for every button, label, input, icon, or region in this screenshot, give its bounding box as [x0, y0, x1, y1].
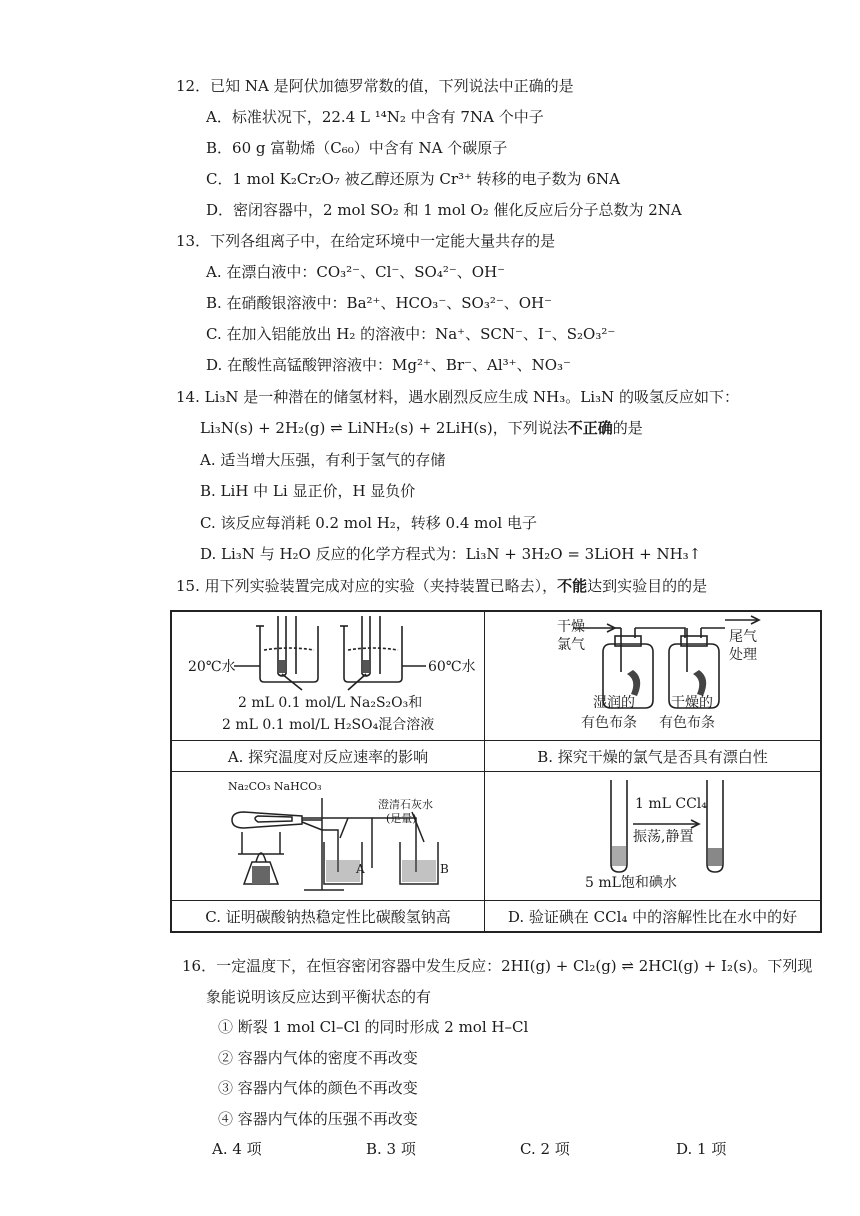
q13-option-d[interactable]: D. 在酸性高锰酸钾溶液中：Mg²⁺、Br⁻、Al³⁺、NO₃⁻: [206, 356, 571, 374]
figure-d: [485, 772, 822, 901]
label-salts: Na₂CO₃ NaHCO₃: [228, 780, 322, 793]
q14-option-c[interactable]: C. 该反应每消耗 0.2 mol H₂，转移 0.4 mol 电子: [200, 514, 537, 532]
q16-choice-a[interactable]: A. 4 项: [212, 1140, 262, 1158]
label-dry-cloth-2: 有色布条: [659, 715, 715, 731]
label-solution-2: 2 mL 0.1 mol/L H₂SO₄混合溶液: [222, 717, 435, 733]
figure-b-drawing: [485, 612, 823, 740]
q15-stem-end: 达到实验目的的是: [587, 577, 708, 595]
figure-c-drawing: [172, 772, 484, 900]
q16-stem-line1: 16．一定温度下，在恒容密闭容器中发生反应：2HI(g) + Cl₂(g) ⇌ 2HCl(g) + I₂(s)。下列现: [182, 957, 813, 975]
label-60c-water: 60℃水: [428, 659, 476, 675]
label-dry-chlorine-1: 干燥: [557, 619, 585, 635]
q14-option-a[interactable]: A. 适当增大压强，有利于氢气的存储: [200, 451, 446, 469]
q14-emphasis: 不正确: [567, 419, 613, 437]
q13-option-c[interactable]: C. 在加入铝能放出 H₂ 的溶液中：Na⁺、SCN⁻、I⁻、S₂O₃²⁻: [206, 325, 616, 343]
label-wet-cloth-1: 湿润的: [593, 695, 635, 711]
q16-stem-line2: 象能说明该反应达到平衡状态的有: [206, 988, 432, 1006]
q15-stem-start: 15. 用下列实验装置完成对应的实验（夹持装置已略去），: [176, 577, 558, 595]
q16-item-1: ① 断裂 1 mol Cl–Cl 的同时形成 2 mol H–Cl: [218, 1018, 529, 1036]
caption-b: B. 探究干燥的氯气是否具有漂白性: [485, 741, 822, 772]
q12-option-c[interactable]: C．1 mol K₂Cr₂O₇ 被乙醇还原为 Cr³⁺ 转移的电子数为 6NA: [206, 170, 620, 188]
label-limewater-excess: (足量): [386, 812, 417, 825]
q16-item-3: ③ 容器内气体的颜色不再改变: [218, 1079, 418, 1097]
label-tail-gas-1: 尾气: [729, 629, 757, 645]
label-wet-cloth-2: 有色布条: [581, 715, 637, 731]
q16-choice-b[interactable]: B. 3 项: [366, 1140, 416, 1158]
experiment-table: [170, 610, 822, 933]
q12-option-a[interactable]: A．标准状况下，22.4 L ¹⁴N₂ 中含有 7NA 个中子: [206, 108, 544, 126]
label-shake-settle: 振荡,静置: [633, 829, 694, 845]
q15-emphasis: 不能: [557, 577, 588, 595]
label-ccl4: 1 mL CCl₄: [635, 796, 707, 812]
label-iodine-water: 5 mL饱和碘水: [585, 875, 677, 891]
q13-option-a[interactable]: A. 在漂白液中：CO₃²⁻、Cl⁻、SO₄²⁻、OH⁻: [206, 263, 506, 281]
q16-choice-d[interactable]: D. 1 项: [676, 1140, 727, 1158]
label-dry-cloth-1: 干燥的: [671, 695, 713, 711]
q12-option-b[interactable]: B．60 g 富勒烯（C₆₀）中含有 NA 个碳原子: [206, 139, 508, 157]
label-limewater: 澄清石灰水: [378, 798, 433, 811]
label-tail-gas-2: 处理: [729, 647, 757, 663]
caption-c: C. 证明碳酸钠热稳定性比碳酸氢钠高: [171, 901, 485, 933]
q13-stem: 13．下列各组离子中，在给定环境中一定能大量共存的是: [176, 232, 556, 250]
label-solution-1: 2 mL 0.1 mol/L Na₂S₂O₃和: [238, 695, 423, 711]
label-20c-water: 20℃水: [188, 659, 236, 675]
caption-a: A. 探究温度对反应速率的影响: [171, 741, 485, 772]
q16-item-2: ② 容器内气体的密度不再改变: [218, 1049, 418, 1067]
q16-choice-c[interactable]: C. 2 项: [520, 1140, 570, 1158]
q16-item-4: ④ 容器内气体的压强不再改变: [218, 1110, 418, 1128]
q14-stem-tail: 的是: [612, 419, 643, 437]
q15-stem: [176, 576, 707, 596]
label-dry-chlorine-2: 氯气: [557, 637, 585, 653]
caption-d: D. 验证碘在 CCl₄ 中的溶解性比在水中的好: [485, 901, 822, 933]
q14-stem-line2: [200, 418, 643, 438]
figure-b: [485, 611, 822, 741]
figure-c: [171, 772, 485, 901]
label-beaker-b: B: [440, 862, 449, 876]
q12-option-d[interactable]: D．密闭容器中，2 mol SO₂ 和 1 mol O₂ 催化反应后分子总数为 2NA: [206, 201, 682, 219]
figure-a: [171, 611, 485, 741]
q14-option-b[interactable]: B. LiH 中 Li 显正价，H 显负价: [200, 482, 416, 500]
q14-option-d[interactable]: D. Li₃N 与 H₂O 反应的化学方程式为：Li₃N + 3H₂O = 3LiOH + NH₃↑: [200, 545, 702, 563]
q14-stem-line1: 14. Li₃N 是一种潜在的储氢材料，遇水剧烈反应生成 NH₃。Li₃N 的吸氢反应如下：: [176, 388, 739, 406]
q14-equation: Li₃N(s) + 2H₂(g) ⇌ LiNH₂(s) + 2LiH(s)，下列说法: [200, 419, 568, 437]
q13-option-b[interactable]: B. 在硝酸银溶液中：Ba²⁺、HCO₃⁻、SO₃²⁻、OH⁻: [206, 294, 553, 312]
q12-stem: 12．已知 NA 是阿伏加德罗常数的值，下列说法中正确的是: [176, 77, 574, 95]
label-beaker-a: A: [356, 862, 365, 876]
